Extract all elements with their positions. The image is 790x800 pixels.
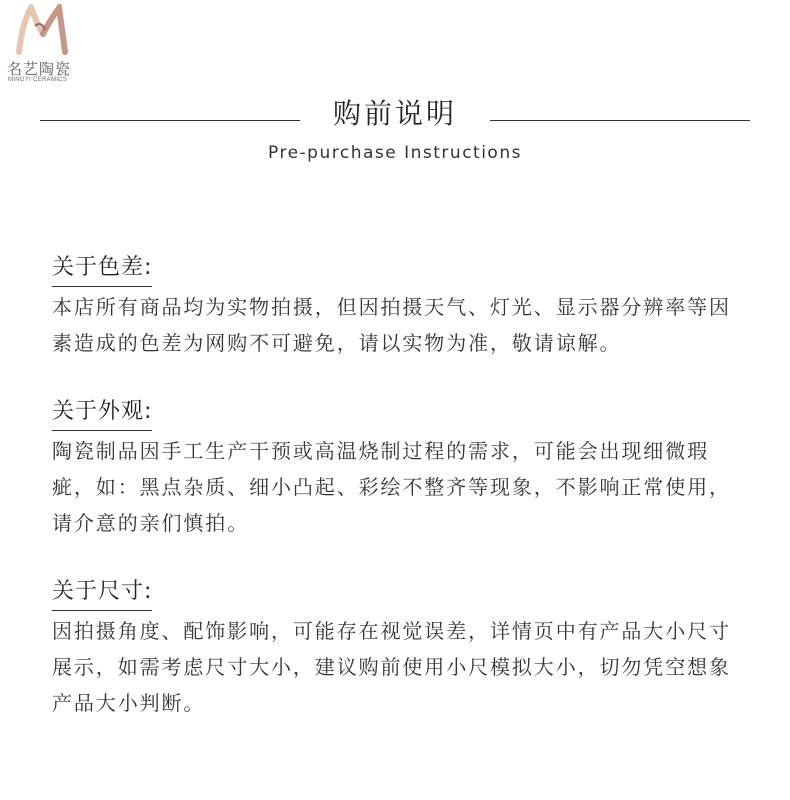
brand-logo [3,4,85,84]
logo-mark-icon [13,4,73,56]
section-appearance [52,398,752,541]
section-heading: 关于尺寸: [52,578,152,611]
section-heading: 关于外观: [52,398,152,431]
section-size [52,578,752,721]
section-body: 本店所有商品均为实物拍摄，但因拍摄天气、灯光、显示器分辨率等因素造成的色差为网购不可避免，请以实物为准，敬请谅解。 [52,295,731,355]
section-color-difference [52,254,752,361]
section-body: 陶瓷制品因手工生产干预或高温烧制过程的需求，可能会出现细微瑕疵，如：黑点杂质、细小凸起、彩绘不整齐等现象，不影响正常使用，请介意的亲们慎拍。 [52,439,731,535]
page-title: 购前说明 [332,97,457,130]
page-subtitle: Pre-purchase Instructions [268,143,522,163]
header-divider-right [490,120,750,121]
logo-name-en: MINGYI CERAMICS [8,77,68,83]
header-divider-left [40,120,300,121]
section-body: 因拍摄角度、配饰影响，可能存在视觉误差，详情页中有产品大小尺寸展示，如需考虑尺寸大小，建议购前使用小尺模拟大小，切勿凭空想象产品大小判断。 [52,619,731,715]
logo-name-cn: 名艺陶瓷 [7,60,72,78]
section-heading: 关于色差: [52,254,152,287]
